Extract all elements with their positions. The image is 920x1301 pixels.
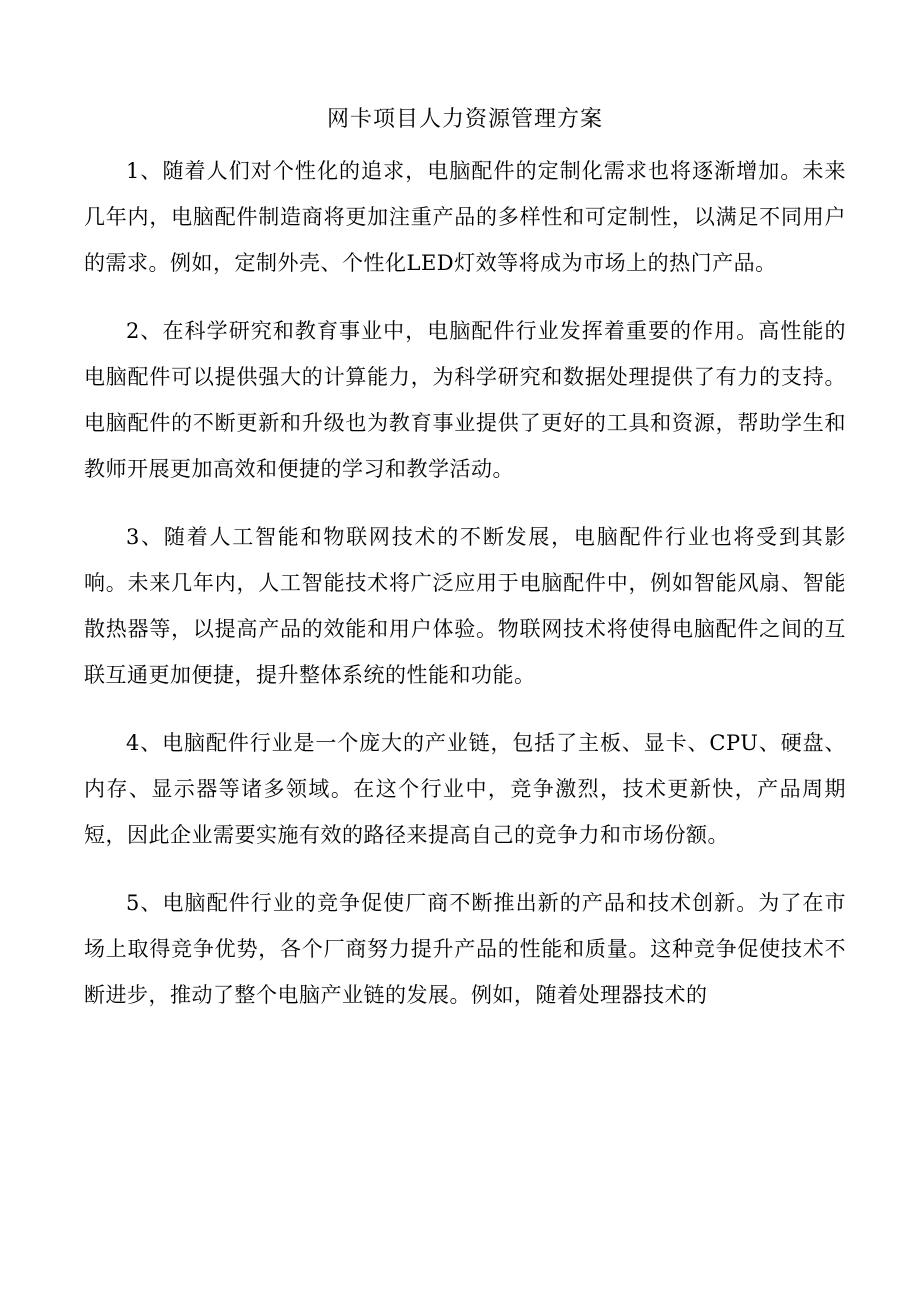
document-title: 网卡项目人力资源管理方案 — [326, 107, 603, 132]
paragraph-5: 5、电脑配件行业的竞争促使厂商不断推出新的产品和技术创新。为了在市场上取得竞争优势，各个厂商努力提升产品的性能和质量。这种竞争促使技术不断进步，推动了整个电脑产业链的发展。例如，随着处理器技术的 — [84, 891, 846, 1007]
paragraph-3: 3、随着人工智能和物联网技术的不断发展，电脑配件行业也将受到其影响。未来几年内，人工智能技术将广泛应用于电脑配件中，例如智能风扇、智能散热器等，以提高产品的效能和用户体验。物联网技术将使得电脑配件之间的互联互通更加便捷，提升整体系统的性能和功能。 — [84, 525, 846, 687]
paragraph-4: 4、电脑配件行业是一个庞大的产业链，包括了主板、显卡、CPU、硬盘、内存、显示器等诸多领域。在这个行业中，竞争激烈，技术更新快，产品周期短，因此企业需要实施有效的路径来提高自己的竞争力和市场份额。 — [84, 731, 846, 847]
paragraph-1: 1、随着人们对个性化的追求，电脑配件的定制化需求也将逐渐增加。未来几年内，电脑配件制造商将更加注重产品的多样性和可定制性，以满足不同用户的需求。例如，定制外壳、个性化LED灯效等将成为市场上的热门产品。 — [84, 159, 846, 275]
document-page — [84, 100, 846, 1040]
paragraph-2: 2、在科学研究和教育事业中，电脑配件行业发挥着重要的作用。高性能的电脑配件可以提供强大的计算能力，为科学研究和数据处理提供了有力的支持。电脑配件的不断更新和升级也为教育事业提供了更好的工具和资源，帮助学生和教师开展更加高效和便捷的学习和教学活动。 — [84, 319, 846, 481]
